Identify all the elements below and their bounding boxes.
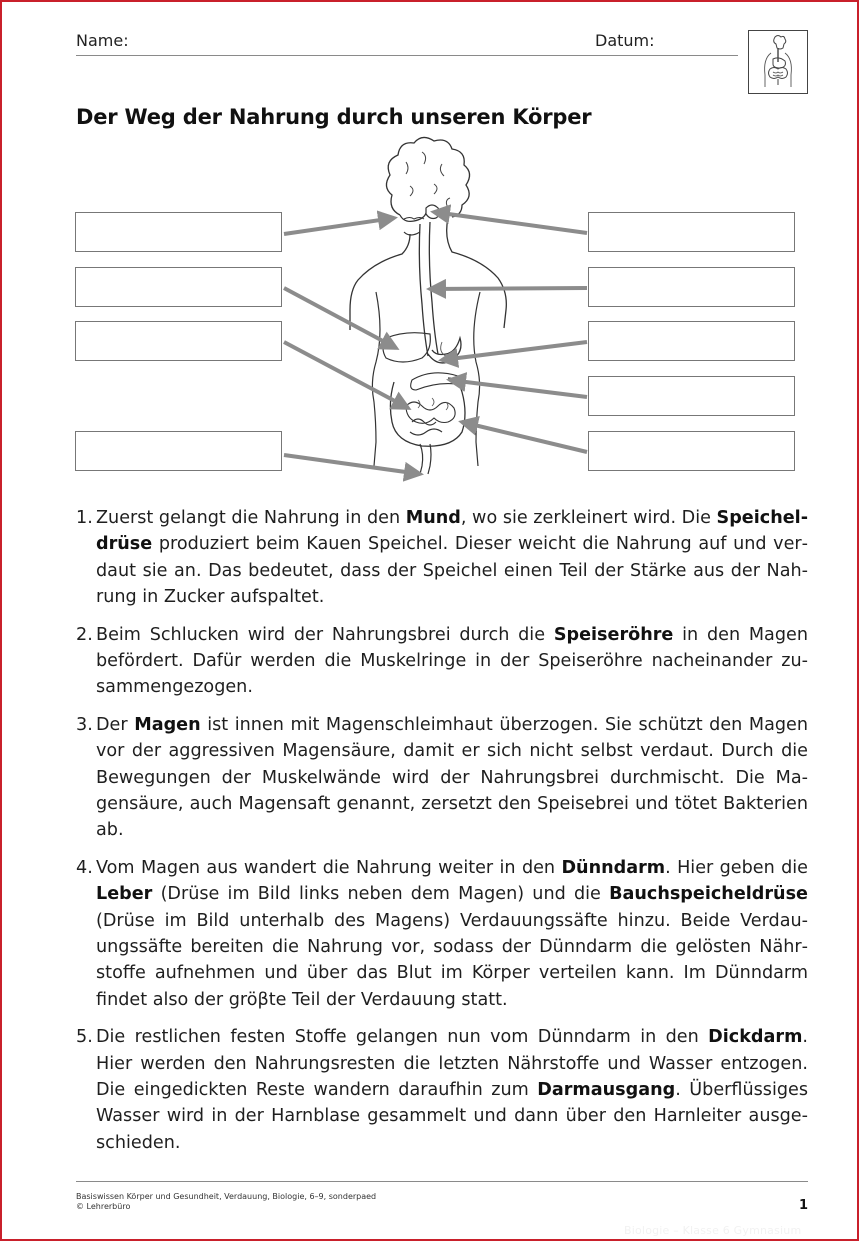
text-run: (Drüse im Bild unterhalb des Magens) Verdauungssäfte hinzu. Beide Verdauungssäfte bereiten die Nahrung vor, sodass der Dünndarm die gelösten Nährstoffe aufnehmen und über das Blut im Körper verteilen kann. Im Dünndarm findet also der gröβte Teil der Verdauung statt. — [96, 910, 808, 1010]
item-text — [96, 715, 808, 840]
list-item — [76, 855, 808, 1013]
text-run: in den Magen befördert. Dafür werden die Muskelringe in der Speiseröhre nacheinander zusammengezogen. — [96, 624, 808, 698]
text-run: Die restlichen festen Stoffe gelangen nun vom Dünndarm in den — [96, 1027, 709, 1048]
liver — [383, 333, 430, 362]
text-run: . Hier werden den Nahrungsresten die letzten Nährstoffe und Wasser entzogen. Die eingedickten Reste wandern daraufhin zum — [96, 1027, 808, 1100]
text-run: Vom Magen aus wandert die Nahrung weiter in den — [96, 858, 562, 879]
digestive-system-diagram — [2, 2, 857, 502]
item-number: 2. — [76, 624, 93, 645]
item-text — [96, 625, 808, 698]
item-text — [96, 1027, 808, 1152]
arrow-right-2 — [430, 288, 587, 289]
bold-term: Darmausgang — [537, 1079, 676, 1100]
text-run: Beim Schlucken wird der Nahrungsbrei durch die — [96, 624, 554, 645]
text-run: produziert beim Kauen Speichel. Dieser weicht die Nahrung auf und verdaut sie an. Das bedeutet, dass der Speichel einen Teil der Stärke aus der Nahrung in Zucker aufspaltet. — [96, 534, 808, 607]
bold-term: Mund — [405, 508, 461, 528]
item-number: 3. — [76, 715, 93, 736]
arrow-left-1 — [284, 218, 394, 234]
item-number: 4. — [76, 858, 93, 879]
text-run: , wo sie zerkleinert wird. Die — [460, 508, 717, 528]
text-run: ist innen mit Magenschleimhaut überzogen. Sie schützt den Magen vor der aggressiven Magensäure, damit er sich nicht selbst verdaut. Durch die Bewegungen der Muskelwände wird der Nahrungsbrei durchmischt. Die Magensäure, auch Magensaft genannt, zersetzt den Speisebrei und tötet Bakterien ab. — [96, 715, 808, 841]
rectum — [420, 444, 431, 474]
esophagus — [419, 224, 428, 356]
bold-term: Dickdarm — [708, 1027, 803, 1048]
arrow-right-1 — [434, 212, 587, 233]
bold-term: Dünndarm — [561, 858, 666, 879]
item-number: 5. — [76, 1027, 93, 1048]
bold-term: Speiseröhre — [553, 624, 674, 645]
bold-term: Leber — [96, 884, 153, 905]
head-outline — [386, 137, 469, 217]
footer-source — [76, 1192, 376, 1212]
footer-line-2: © Lehrerbüro — [76, 1202, 131, 1211]
list-item — [76, 712, 808, 843]
explanation-list — [76, 505, 808, 1167]
bold-term: Magen — [134, 715, 201, 736]
arrow-right-5 — [462, 422, 587, 452]
large-intestine — [390, 378, 465, 446]
arrow-left-3 — [284, 342, 408, 408]
item-text — [96, 858, 808, 1009]
arrow-left-4 — [284, 455, 420, 474]
bold-term: Bauchspeicheldrüse — [609, 884, 808, 905]
text-run: . Hier geben die — [665, 858, 808, 879]
date-label: Datum: — [595, 31, 655, 50]
arrow-right-4 — [450, 380, 587, 397]
list-item — [76, 505, 808, 610]
page-title: Der Weg der Nahrung durch unseren Körper — [76, 105, 592, 129]
footer-line-1: Basiswissen Körper und Gesundheit, Verdauung, Biologie, 6–9, sonderpaed — [76, 1192, 377, 1201]
list-item — [76, 622, 808, 701]
arrow-right-3 — [442, 342, 587, 360]
item-text — [96, 508, 808, 607]
text-run: . Überflüssiges Wasser wird in der Harnblase gesammelt und dann über den Harnleiter ausgeschieden. — [96, 1079, 808, 1153]
text-run: Der — [96, 715, 135, 736]
text-run: Zuerst gelangt die Nahrung in den — [96, 508, 406, 528]
name-label: Name: — [76, 31, 129, 50]
text-run: (Drüse im Bild links neben dem Magen) und die — [152, 884, 610, 905]
watermark: Biologie – Klasse 6 Gymnasium — [624, 1224, 802, 1237]
page-number: 1 — [799, 1198, 809, 1213]
footer-line — [76, 1181, 808, 1182]
item-number: 1. — [76, 508, 93, 528]
bold-term: Speicheldrüse — [96, 508, 808, 555]
list-item — [76, 1024, 808, 1155]
